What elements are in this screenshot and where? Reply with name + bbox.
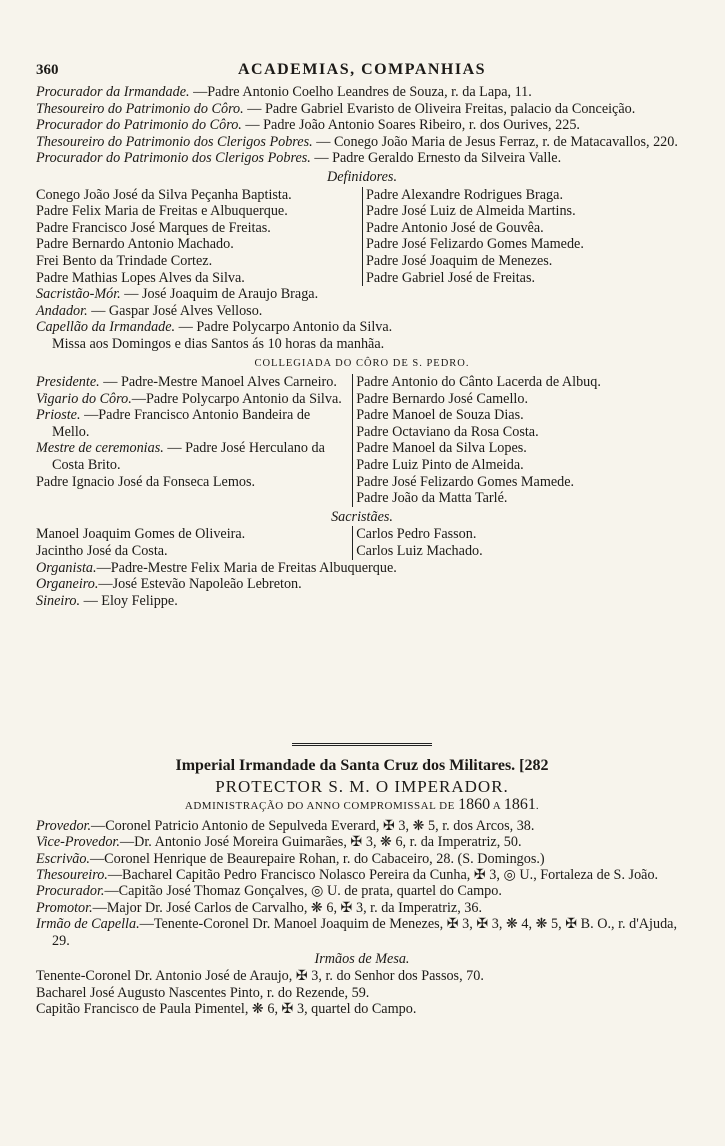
officers-list [36,818,688,1018]
entry-text: — Gaspar José Alves Velloso. [87,302,263,319]
year-to: 1861 [503,796,536,814]
list-item: Padre Manoel de Souza Dias. [356,407,524,424]
admin-suffix: . [535,800,540,813]
sacristaes-left-column [36,526,352,559]
role-label: Procurador do Patrimonio dos Clerigos Pobres. [36,150,311,167]
list-item: Padre Octaviano da Rosa Costa. [356,423,539,440]
protector-line: PROTECTOR S. M. O IMPERADOR. [215,776,509,796]
entry-text: — Padre Polycarpo Antonio da Silva. [175,319,393,336]
entry-text: — Padre João Antonio Soares Ribeiro, r. dos Ourives, 225. [241,117,580,134]
list-item: Manoel Joaquim Gomes de Oliveira. [36,526,246,543]
entry-text: — Padre-Mestre Manoel Alves Carneiro. [99,374,337,391]
list-item: Padre José Luiz de Almeida Martins. [366,203,576,220]
entry-sineiro [36,593,688,610]
role-label: Organista. [36,559,97,576]
entry-text: — Padre Geraldo Ernesto da Silveira Valle. [310,150,562,167]
list-item: Padre Bernardo José Camello. [356,390,528,407]
irmaos-heading: Irmãos de Mesa. [314,951,410,968]
entry-capellao [36,319,688,336]
role-label: Promotor. [36,899,93,916]
entry-irmao-capella [36,916,688,949]
entry-prioste [36,407,348,440]
missa-note: Missa aos Domingos e dias Santos ás 10 horas da manhãa. [52,335,385,352]
list-item: Padre José Joaquim de Menezes. [366,252,553,269]
list-item: Carlos Pedro Fasson. [356,526,477,543]
list-item: Jacintho José da Costa. [36,543,168,560]
role-label: Provedor. [36,817,92,834]
entry-procurador-patrimonio-coro [36,117,688,134]
list-item: Padre Francisco José Marques de Freitas. [36,219,271,236]
entry-text: — José Joaquim de Araujo Braga. [120,286,319,303]
santa-cruz-militares-section [36,743,688,1018]
entry-procurador-irmandade [36,84,688,101]
role-label: Mestre de ceremonias. [36,440,164,457]
entry-text: —Dr. Antonio José Moreira Guimarães, ✠ 3, ❋ 6, r. da Imperatriz, 50. [119,834,522,851]
list-item: Padre José Felizardo Gomes Mamede. [366,236,584,253]
entry-text: Padre Ignacio José da Fonseca Lemos. [36,473,256,490]
running-title: ACADEMIAS, COMPANHIAS [237,61,487,78]
list-item: Padre Felix Maria de Freitas e Albuquerque. [36,203,288,220]
definidores-right-column [362,187,688,287]
role-label: Procurador do Patrimonio do Côro. [36,117,242,134]
role-label: Andador. [36,302,88,319]
entry-text: —Padre Antonio Coelho Leandres de Souza, r. da Lapa, 11. [189,84,532,100]
entry-thesoureiro [36,867,688,883]
administration-line [36,797,688,815]
entry-text: —José Estevão Napoleão Lebreton. [98,576,302,593]
entry-text: — Padre José Herculano da Costa Brito. [52,440,325,474]
role-label: Escrivão. [36,850,90,867]
list-item: Padre Luiz Pinto de Almeida. [356,457,524,474]
entry-text: — Conego João Maria de Jesus Ferraz, r. de Matacavallos, 220. [312,133,678,150]
list-item: Conego João José da Silva Peçanha Baptista. [36,186,292,203]
entry-promotor [36,900,688,916]
entry-padre-lemos [36,474,348,491]
list-item: Capitão Francisco de Paula Pimentel, ❋ 6, ✠ 3, quartel do Campo. [36,1001,417,1018]
collegiada-left-column [36,374,352,507]
entry-presidente [36,374,348,391]
sacristaes-table [36,526,688,559]
entry-text: —Coronel Henrique de Beaurepaire Rohan, r. do Cabaceiro, 28. (S. Domingos.) [89,850,545,867]
list-item: Padre José Felizardo Gomes Mamede. [356,473,575,490]
admin-mid: A [490,800,504,813]
entry-provedor [36,818,688,834]
entry-organista [36,560,688,577]
entry-thesoureiro-clerigos-pobres [36,134,688,151]
entry-text: — Padre Gabriel Evaristo de Oliveira Freitas, palacio da Conceição. [243,100,636,117]
role-label: Vigario do Côro. [36,390,132,407]
entry-text: —Bacharel Capitão Pedro Francisco Nolasco Pereira da Cunha, ✠ 3, ◎ U., Fortaleza de S. João. [107,867,659,883]
admin-prefix: ADMINISTRAÇÃO DO ANNO COMPROMISSAL DE [184,800,459,813]
role-label: Procurador. [36,883,105,900]
list-item: Padre Antonio do Cânto Lacerda de Albuq. [356,374,601,391]
section-title: Imperial Irmandade da Santa Cruz dos Militares. [282 [175,757,549,774]
entry-thesoureiro-patrimonio-coro [36,101,688,118]
list-item: Tenente-Coronel Dr. Antonio José de Araujo, ✠ 3, r. do Senhor dos Passos, 70. [36,968,484,985]
role-label: Sacristão-Mór. [36,286,121,303]
list-item: Padre Mathias Lopes Alves da Silva. [36,269,245,286]
entry-mestre-ceremonias [36,440,348,473]
role-label: Vice-Provedor. [36,834,120,851]
sacristaes-heading: Sacristães. [331,508,393,525]
sacristaes-right-column [352,526,688,559]
entry-sacristao-mor [36,286,688,303]
role-label: Capellão da Irmandade. [36,319,176,336]
role-label: Procurador da Irmandade. [36,84,190,100]
entry-vice-provedor [36,834,688,850]
entry-text: — Eloy Felippe. [80,592,178,609]
page-header [36,62,688,82]
role-label: Presidente. [36,374,100,391]
list-item: Padre Gabriel José de Freitas. [366,269,536,286]
collegiada-heading: COLLEGIADA DO CÔRO DE S. PEDRO. [254,357,470,369]
role-label: Prioste. [36,407,81,424]
list-item: Padre João da Matta Tarlé. [356,490,508,507]
role-label: Thesoureiro. [36,867,108,883]
entry-procurador [36,883,688,899]
list-item: Carlos Luiz Machado. [356,543,483,560]
definidores-heading: Definidores. [326,168,397,185]
role-label: Thesoureiro do Patrimonio dos Clerigos Pobres. [36,133,313,150]
entry-andador [36,303,688,320]
list-item: Padre Bernardo Antonio Machado. [36,236,234,253]
entry-text: —Capitão José Thomaz Gonçalves, ◎ U. de prata, quartel do Campo. [104,883,502,900]
irmandade-section-continued [36,84,688,609]
entry-procurador-clerigos-pobres [36,150,688,167]
definidores-table [36,187,688,287]
list-item: Bacharel José Augusto Nascentes Pinto, r. do Rezende, 59. [36,984,370,1001]
entry-vigario-coro [36,391,348,408]
list-item: Padre Manoel da Silva Lopes. [356,440,527,457]
role-label: Sineiro. [36,592,81,609]
entry-text: —Tenente-Coronel Dr. Manoel Joaquim de Menezes, ✠ 3, ✠ 3, ❋ 4, ❋ 5, ✠ B. O., r. d'Ajuda, 29. [52,916,678,949]
list-item: Padre Antonio José de Gouvêa. [366,219,544,236]
entry-text: —Padre-Mestre Felix Maria de Freitas Albuquerque. [96,559,397,576]
year-from: 1860 [458,796,491,814]
entry-text: —Major Dr. José Carlos de Carvalho, ❋ 6, ✠ 3, r. da Imperatriz, 36. [92,899,483,916]
page-number: 360 [36,62,59,78]
entry-text: —Padre Polycarpo Antonio da Silva. [131,390,342,407]
entry-escrivao [36,851,688,867]
entry-organeiro [36,576,688,593]
definidores-left-column [36,187,362,287]
role-label: Thesoureiro do Patrimonio do Côro. [36,100,244,117]
collegiada-table [36,374,688,507]
entry-text: —Padre Francisco Antonio Bandeira de Mello. [52,407,311,440]
list-item: Padre Alexandre Rodrigues Braga. [366,186,563,203]
role-label: Organeiro. [36,576,99,593]
entry-text: —Coronel Patricio Antonio de Sepulveda Everard, ✠ 3, ❋ 5, r. dos Arcos, 38. [91,817,535,834]
section-divider [292,743,432,746]
list-item: Frei Bento da Trindade Cortez. [36,252,213,269]
role-label: Irmão de Capella. [36,916,140,933]
collegiada-right-column [352,374,688,507]
